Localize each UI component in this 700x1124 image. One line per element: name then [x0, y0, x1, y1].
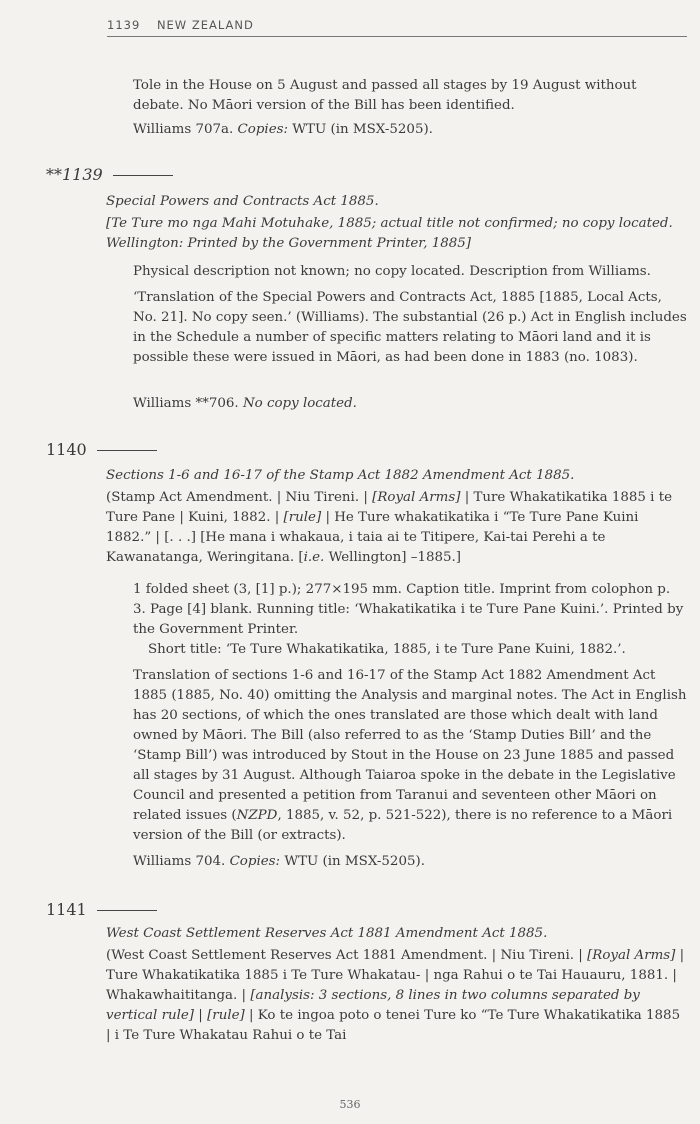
entry-dash	[113, 175, 173, 176]
reference-lead: Williams 704.	[133, 854, 226, 869]
continuation-paragraph	[133, 76, 687, 116]
entry-imprint: (West Coast Settlement Reserves Act 1881 Amendment. | Niu Tireni. | [Royal Arms] | Ture Whakatikatika 1885 i Te Ture Whakatau- | nga Rahui o te Tai Hauauru, 1881. | Whakawhaititanga. | [analysis: 3 sections, 8 lines in two columns separated by vertical rule] | [rule] | Ko te ingoa poto o tenei Ture ko “Te Ture Whakatikatika 1885 | i Te Ture Whakatau Rahui o te Tai	[106, 948, 685, 1043]
entry-number-1141: 1141	[46, 900, 157, 919]
entry-number-1139: **1139	[46, 165, 173, 184]
copies-label: Copies:	[229, 854, 281, 869]
physical-description: 1 folded sheet (3, [1] p.); 277×195 mm. Caption title. Imprint from colophon p. 3. Page [4] blank. Running title: ‘Whakatikatika i te Ture Pane Kuini.’. Printed by the Government Printer.	[133, 582, 684, 637]
running-head-number: 1139	[107, 18, 141, 32]
continuation-text: Tole in the House on 5 August and passed all stages by 19 August without debate. No Māori version of the Bill has been identified.	[133, 78, 637, 113]
page-number: 536	[339, 1098, 361, 1111]
entry-note: ‘Translation of the Special Powers and Contracts Act, 1885 [1885, Local Acts, No. 21]. No copy seen.’ (Williams). The substantial (26 p.) Act in English includes in the Schedule a number of specific matters relating to Māori land and it is possible these were issued in Māori, as had been done in 1883 (no. 1083).	[133, 290, 687, 365]
copies-label: Copies:	[237, 122, 289, 137]
running-head-title: NEW ZEALAND	[156, 18, 254, 32]
entry-reference	[133, 394, 687, 414]
entry-number-1140: 1140	[46, 440, 157, 459]
copies-location: WTU (in MSX-5205).	[292, 122, 433, 137]
entry-title: Sections 1-6 and 16-17 of the Stamp Act 1882 Amendment Act 1885.	[106, 468, 575, 483]
entry-note: Translation of sections 1-6 and 16-17 of the Stamp Act 1882 Amendment Act 1885 (1885, No. 40) omitting the Analysis and marginal notes. The Act in English has 20 sections, of which the ones translated are those which dealt with land owned by Māori. The Bill (also referred to as the ‘Stamp Duties Bill’ and the ‘Stamp Bill’) was introduced by Stout in the House on 23 June 1885 and passed all stages by 31 August. Although Taiaroa spoke in the debate in the Legislative Council and presented a petition from Taranui and seventeen other Māori on related issues (NZPD, 1885, v. 52, p. 521-522), there is no reference to a Māori version of the Bill (or extracts).	[133, 668, 687, 843]
entry-dash	[97, 450, 157, 451]
reference-lead: Williams 707a.	[133, 122, 234, 137]
entry-imprint: [Te Ture mo nga Mahi Motuhake, 1885; actual title not confirmed; no copy located. Wellington: Printed by the Government Printer, 1885]	[106, 216, 673, 251]
reference-lead: Williams **706.	[133, 396, 239, 411]
entry-title: West Coast Settlement Reserves Act 1881 Amendment Act 1885.	[106, 926, 548, 941]
running-head	[107, 18, 687, 37]
entry-imprint: (Stamp Act Amendment. | Niu Tireni. | [Royal Arms] | Ture Whakatikatika 1885 i te Ture Pane | Kuini, 1882. | [rule] | He Ture whakatikatika i “Te Ture Pane Kuini 1882.” | [. . .] [He mana i whakaua, i taia ai te Titipere, Kai-tai Perehi a te Kawanatanga, Weringitana. [i.e. Wellington] –1885.]	[106, 490, 673, 565]
continuation-reference	[133, 120, 687, 140]
entry-title: Special Powers and Contracts Act 1885.	[106, 194, 379, 209]
reference-tail: No copy located.	[242, 396, 357, 411]
short-title: Short title: ‘Te Ture Whakatikatika, 1885, i te Ture Pane Kuini, 1882.’.	[148, 642, 626, 657]
copies-location: WTU (in MSX-5205).	[284, 854, 425, 869]
entry-dash	[97, 910, 157, 911]
physical-description: Physical description not known; no copy located. Description from Williams.	[133, 264, 651, 279]
entry-reference	[133, 852, 687, 872]
